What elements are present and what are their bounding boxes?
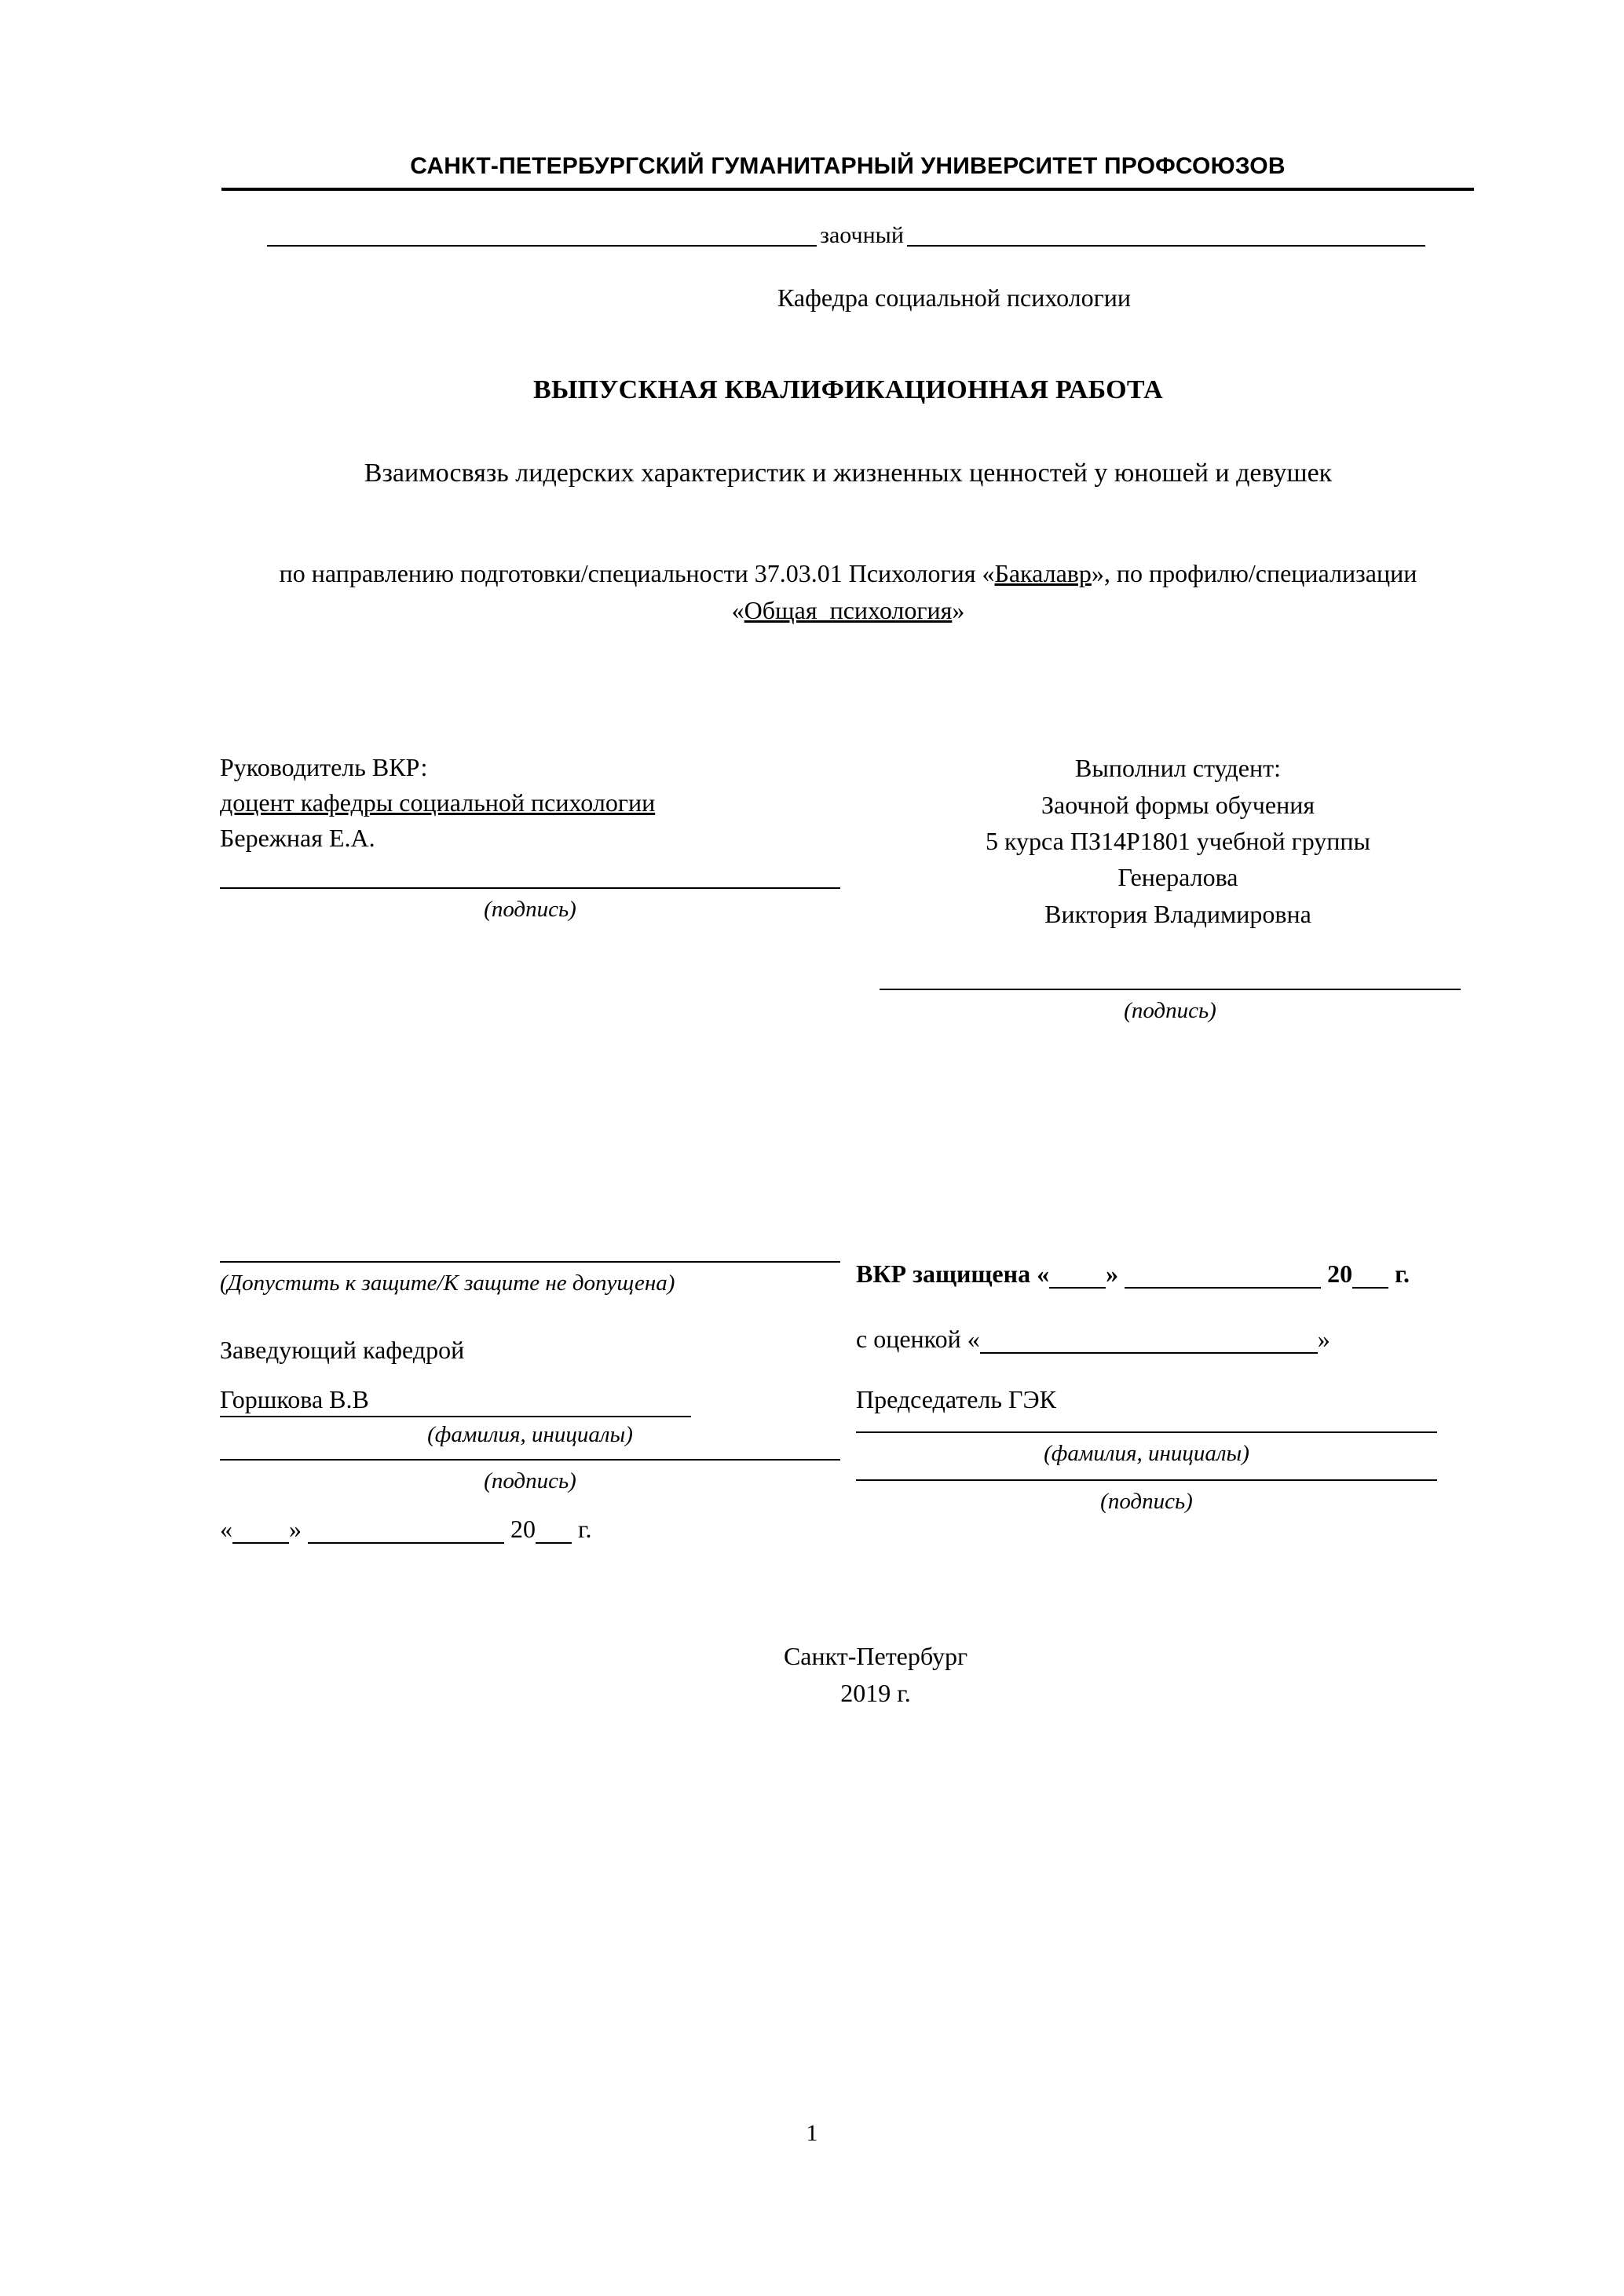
page-number: 1 bbox=[806, 2120, 818, 2146]
student-signature-line bbox=[880, 987, 1461, 990]
grade-close: » bbox=[1317, 1325, 1330, 1354]
supervisor-signature-line bbox=[220, 886, 840, 889]
grade-line bbox=[856, 1325, 1476, 1354]
head-of-department-name: Горшкова В.В bbox=[220, 1385, 691, 1417]
city-year-block bbox=[220, 1638, 1476, 1711]
supervisor-block bbox=[220, 750, 848, 922]
program-degree: Бакалавр bbox=[994, 559, 1092, 588]
student-given-name: Виктория Владимировна bbox=[1044, 899, 1311, 928]
chair-label: Председатель ГЭК bbox=[856, 1385, 1056, 1414]
program-line bbox=[220, 555, 1476, 628]
faculty-rule-right bbox=[907, 225, 1425, 247]
head-signature-caption: (подпись) bbox=[484, 1468, 576, 1494]
defense-month-blank bbox=[1125, 1268, 1321, 1289]
defense-year-blank bbox=[1352, 1268, 1388, 1289]
head-of-department-label: Заведующий кафедрой bbox=[220, 1336, 465, 1365]
program-prefix: по направлению подготовки/специальности 37.03.01 Психология « bbox=[279, 559, 995, 588]
defense-label: ВКР защищена « bbox=[856, 1260, 1050, 1289]
chair-signature-caption: (подпись) bbox=[1100, 1489, 1193, 1515]
faculty-form-line bbox=[220, 221, 1472, 249]
chair-name-caption: (фамилия, инициалы) bbox=[1044, 1441, 1249, 1467]
defense-day-blank bbox=[1049, 1268, 1106, 1289]
admission-date-quote-open: « bbox=[220, 1515, 232, 1544]
student-group: 5 курса ПЗ14Р1801 учебной группы bbox=[985, 826, 1371, 855]
admission-line bbox=[220, 1260, 840, 1263]
head-signature-line bbox=[220, 1457, 840, 1461]
admission-month-blank bbox=[308, 1523, 504, 1544]
title-page-content bbox=[220, 153, 1476, 1711]
department-name: Кафедра социальной психологии bbox=[777, 283, 1132, 313]
year: 2019 г. bbox=[840, 1678, 911, 1707]
student-study-form: Заочной формы обучения bbox=[1041, 790, 1315, 819]
university-name: САНКТ-ПЕТЕРБУРГСКИЙ ГУМАНИТАРНЫЙ УНИВЕРСИТЕТ ПРОФСОЮЗОВ bbox=[221, 153, 1474, 191]
chair-name-line bbox=[856, 1430, 1437, 1433]
supervisor-role-label: Руководитель ВКР: bbox=[220, 753, 428, 782]
admission-date bbox=[220, 1515, 848, 1544]
supervisor-signature-caption: (подпись) bbox=[484, 896, 576, 922]
signatories-block bbox=[220, 750, 1476, 1024]
head-name-caption: (фамилия, инициалы) bbox=[427, 1422, 633, 1448]
admission-date-quote-close: » bbox=[289, 1515, 302, 1544]
supervisor-name: Бережная Е.А. bbox=[220, 823, 375, 852]
faculty-form-value: заочный bbox=[820, 222, 904, 249]
supervisor-position: доцент кафедры социальной психологии bbox=[220, 788, 656, 817]
admission-year-blank bbox=[536, 1523, 572, 1544]
approval-block bbox=[220, 1260, 1476, 1544]
city-name: Санкт-Петербург bbox=[783, 1642, 968, 1671]
student-block bbox=[880, 750, 1476, 1024]
student-signature-caption: (подпись) bbox=[1124, 998, 1216, 1024]
admission-block bbox=[220, 1260, 848, 1544]
admission-day-blank bbox=[232, 1523, 289, 1544]
chair-signature-line bbox=[856, 1478, 1437, 1481]
defense-date-line bbox=[856, 1260, 1476, 1289]
defense-year-suffix: г. bbox=[1395, 1260, 1410, 1289]
admission-year-prefix: 20 bbox=[510, 1515, 536, 1544]
defense-label-close: » bbox=[1106, 1260, 1119, 1289]
admission-year-suffix: г. bbox=[578, 1515, 592, 1544]
grade-label: с оценкой « bbox=[856, 1325, 980, 1354]
document-type: ВЫПУСКНАЯ КВАЛИФИКАЦИОННАЯ РАБОТА bbox=[532, 375, 1164, 405]
student-role-label: Выполнил студент: bbox=[1075, 754, 1281, 783]
program-middle: », по профилю/специализации « bbox=[731, 559, 1417, 624]
faculty-rule-left bbox=[267, 225, 817, 247]
admission-caption: (Допустить к защите/К защите не допущена) bbox=[220, 1270, 675, 1296]
defense-block bbox=[856, 1260, 1476, 1515]
thesis-title: Взаимосвязь лидерских характеристик и жизненных ценностей у юношей и девушек bbox=[364, 459, 1333, 488]
program-profile: Общая_психология bbox=[744, 595, 953, 624]
program-suffix: » bbox=[952, 595, 965, 624]
grade-blank bbox=[980, 1333, 1318, 1354]
student-surname: Генералова bbox=[1117, 863, 1238, 892]
defense-year-prefix: 20 bbox=[1327, 1260, 1353, 1289]
